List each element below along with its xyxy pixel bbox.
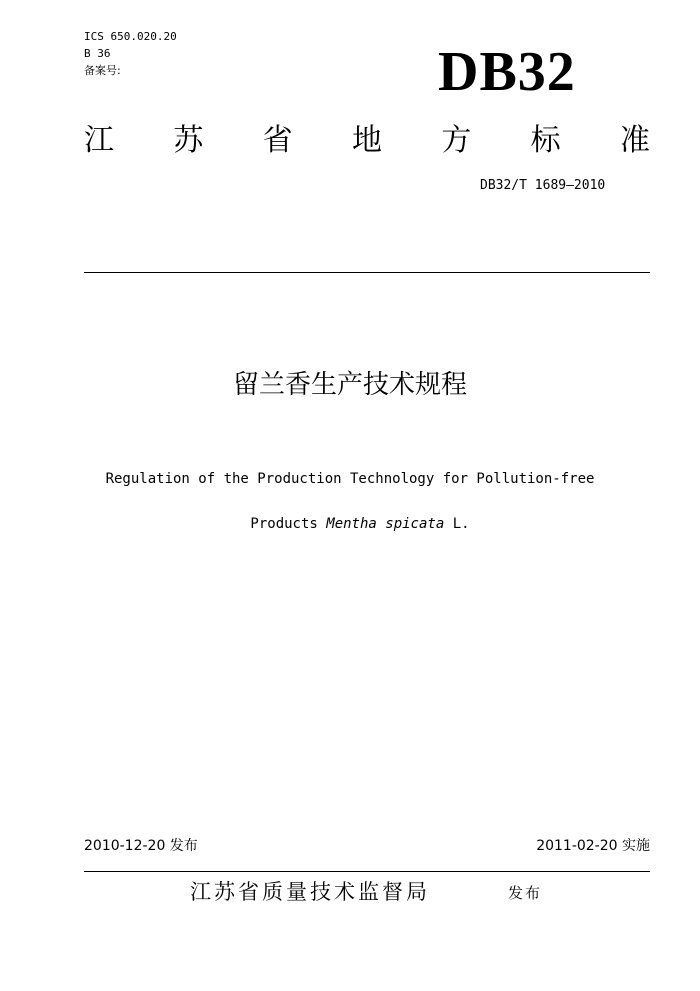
record-number-label: 备案号: [84,64,121,77]
title-en-prefix: Products [250,516,327,532]
ics-code: ICS 650.020.20 [84,30,177,43]
document-title-en-line2 [0,515,700,533]
standard-type-char: 准 [619,123,650,158]
standard-type-char: 地 [351,123,382,158]
issuing-authority: 江苏省质量技术监督局 [190,880,430,904]
species-name: Mentha spicata [326,516,445,532]
standard-number: DB32/T 1689—2010 [480,178,606,193]
standard-type-title [84,122,650,160]
standard-type-char: 标 [530,123,561,158]
standard-type-char: 方 [441,123,472,158]
standard-type-char: 苏 [173,123,204,158]
issue-date: 2010-12-20 发布 [84,838,198,854]
document-title-cn: 留兰香生产技术规程 [232,370,467,400]
implementation-date: 2011-02-20 实施 [536,838,650,854]
title-en-suffix: L. [444,516,470,532]
top-divider [84,272,650,273]
classification-code: B 36 [84,47,111,60]
issued-label: 发布 [508,884,543,902]
bottom-divider [84,871,650,872]
db32-logo: DB32 [438,41,576,103]
standard-type-char: 江 [84,123,114,158]
document-title-en-line1: Regulation of the Production Technology for Pollution-free [105,471,595,487]
standard-type-char: 省 [262,123,293,158]
